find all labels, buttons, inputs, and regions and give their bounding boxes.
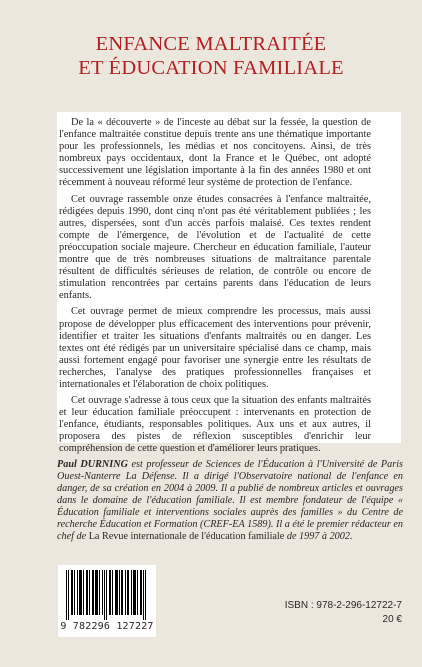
author-bio (57, 459, 403, 543)
barcode-bars (66, 570, 148, 620)
summary-paragraph-1: De la « découverte » de l'inceste au débat sur la fessée, la question de l'enfance maltraitée constitue depuis trente ans une thématique importante pour les professionnels, les médias et nos concitoyens. Ainsi, de très nombreux pays occidentaux, dont la France et le Québec, ont adopté successivement une législation importante à la fin des années 1980 et ont récemment à nouveau réformé leur système de protection de l'enfance. (59, 117, 371, 189)
journal-title: La Revue internationale de l'éducation familiale (88, 531, 285, 542)
price: 20 € (382, 614, 402, 625)
author-bio-text-1: est professeur de Sciences de l'Éducation à l'Université de Paris Ouest-Nanterre La Défense. Il a dirigé l'Observatoire national de l'enfance en danger, de sa création en 2004 à 2009. Il a publié de nombreux articles et ouvrages dans le domaine de l'éducation familiale. Il est membre fondateur de l'équipe « Éducation familiale et interventions sociales auprès des familles » du Centre de recherche Éducation et Formation (CREF-EA 1589). Il a été le premier rédacteur en chef de (57, 459, 403, 542)
summary-paragraph-4: Cet ouvrage s'adresse à tous ceux que la situation des enfants maltraités et leur éducation familiale préoccupent : intervenants en protection de l'enfance, étudiants, responsables politiques. Aux uns et aux autres, il proposera des pistes de réflexion susceptibles d'enrichir leur compréhension de cette question et d'améliorer leurs pratiques. (59, 395, 371, 455)
summary-paragraph-3: Cet ouvrage permet de mieux comprendre les processus, mais aussi propose de développer plus efficacement des interventions pour prévenir, identifier et traiter les situations d'enfants maltraités ou en danger. Les textes ont été rédigés par un universitaire spécialisé dans ce champ, mais aussi fortement engagé pour favoriser une synergie entre les résultats de recherches, l'analyse des pratiques professionnelles françaises et internationales et l'élaboration de choix politiques. (59, 306, 371, 390)
barcode (58, 565, 156, 637)
title-line-2: ET ÉDUCATION FAMILIALE (78, 57, 344, 79)
author-name: Paul DURNING (57, 459, 128, 470)
title-line-1: ENFANCE MALTRAITÉE (95, 33, 327, 55)
summary-paragraph-2: Cet ouvrage rassemble onze études consacrées à l'enfance maltraitée, rédigées depuis 1990, dont cinq n'ont pas été véritablement publiées ; les autres, dispersées, sont d'un accès parfois malaisé. Ces textes rendent compte de l'émergence, de l'évolution et de l'actualité de cette préoccupation sociale majeure. Chercheur en éducation familiale, l'auteur montre que de très nombreuses situations de maltraitance parentale résultent de difficultés sérieuses de relation, de contrôle ou encore de stimulation rencontrées par certains parents dans l'éducation de leurs enfants. (59, 193, 371, 302)
barcode-number: 9 782296 127227 (60, 621, 154, 632)
isbn: ISBN : 978-2-296-12722-7 (284, 600, 402, 611)
summary-text (59, 117, 371, 460)
author-bio-text-2: de 1997 à 2002. (284, 531, 353, 542)
